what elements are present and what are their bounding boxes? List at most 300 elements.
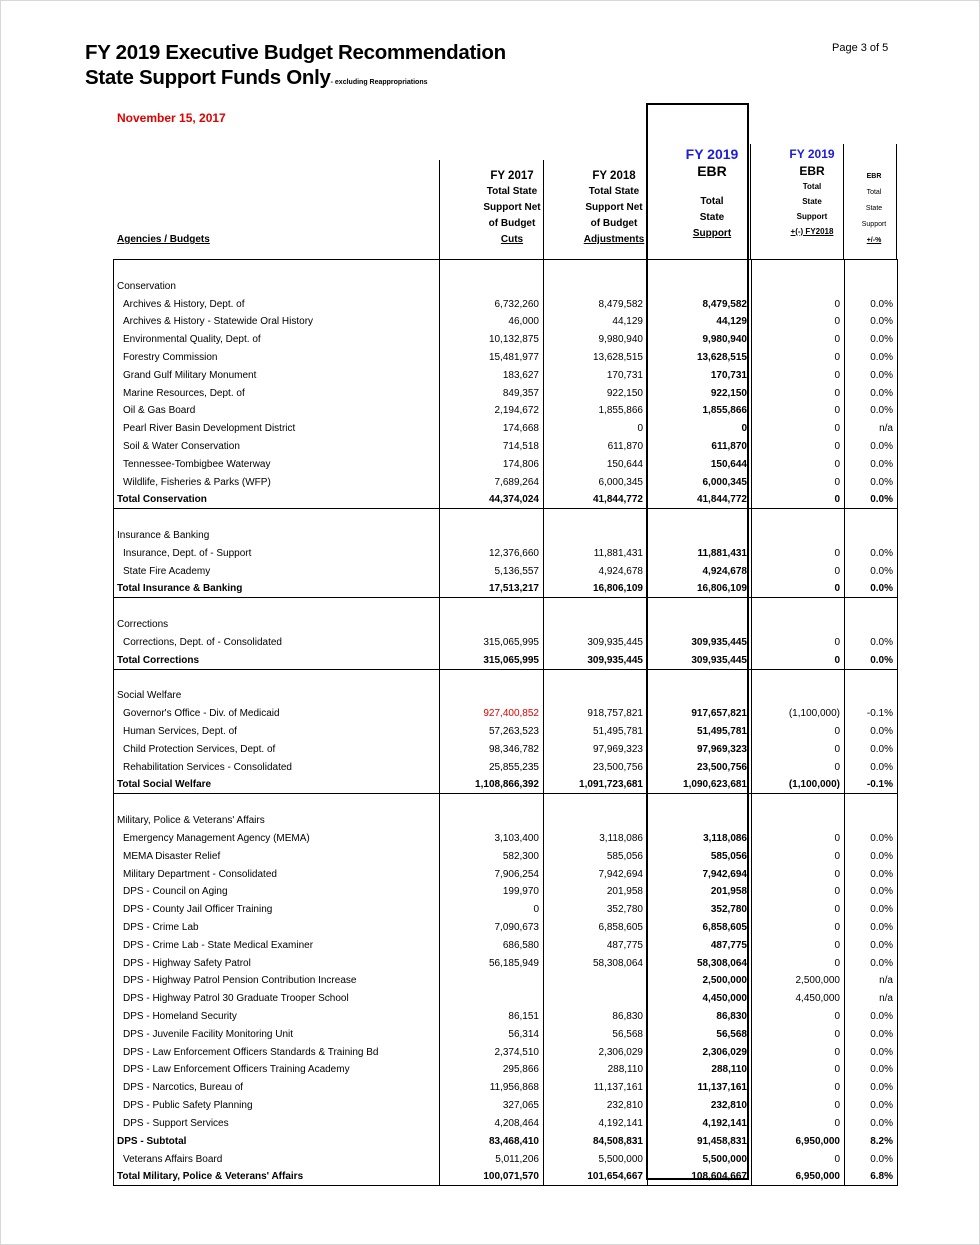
fy2019-ebr-value [648, 277, 752, 295]
fy2018-value: 611,870 [544, 438, 648, 456]
fy2018-value: 13,628,515 [544, 349, 648, 367]
fy2017-value [440, 687, 544, 705]
fy2018-value: 922,150 [544, 384, 648, 402]
header-line: FY 2019 [685, 146, 739, 162]
change-pct: 0.0% [845, 830, 898, 848]
change-pct: 0.0% [845, 580, 898, 598]
fy2019-ebr-value: 4,450,000 [648, 990, 752, 1008]
fy2018-value: 86,830 [544, 1008, 648, 1026]
budget-name: Grand Gulf Military Monument [114, 366, 440, 384]
fy2017-value: 327,065 [440, 1097, 544, 1115]
fy2017-value: 100,071,570 [440, 1168, 544, 1186]
budget-name: Marine Resources, Dept. of [114, 384, 440, 402]
total-row [114, 580, 898, 598]
fy2019-ebr-value: 4,192,141 [648, 1115, 752, 1133]
fy2017-value: 56,314 [440, 1025, 544, 1043]
fy2017-value: 315,065,995 [440, 651, 544, 669]
change-value: 0 [752, 491, 845, 509]
fy2017-value: 10,132,875 [440, 331, 544, 349]
header-divider [543, 160, 544, 259]
fy2019-ebr-value [648, 260, 752, 278]
change-pct: 0.0% [845, 438, 898, 456]
fy2019-ebr-value: 170,731 [648, 366, 752, 384]
fy2017-value [440, 509, 544, 527]
section-row [114, 277, 898, 295]
fy2017-value: 927,400,852 [440, 705, 544, 723]
fy2017-value: 25,855,235 [440, 758, 544, 776]
section-row [114, 687, 898, 705]
fy2017-value [440, 972, 544, 990]
table-row [114, 1043, 898, 1061]
fy2019-ebr-value: 352,780 [648, 901, 752, 919]
budget-name: DPS - Public Safety Planning [114, 1097, 440, 1115]
change-value: 0 [752, 402, 845, 420]
budget-name: MEMA Disaster Relief [114, 847, 440, 865]
change-pct: 0.0% [845, 865, 898, 883]
change-pct: 0.0% [845, 402, 898, 420]
table-row [114, 669, 898, 687]
report-subtitle [85, 65, 506, 95]
change-pct: 0.0% [845, 954, 898, 972]
change-value: 0 [752, 562, 845, 580]
budget-name: DPS - County Jail Officer Training [114, 901, 440, 919]
change-pct: 0.0% [845, 455, 898, 473]
budget-name: Total Social Welfare [114, 776, 440, 794]
fy2019-ebr-value: 917,657,821 [648, 705, 752, 723]
budget-name: Oil & Gas Board [114, 402, 440, 420]
table-row [114, 1150, 898, 1168]
fy2017-value: 3,103,400 [440, 830, 544, 848]
change-pct: 0.0% [845, 901, 898, 919]
change-pct: n/a [845, 420, 898, 438]
page-number: Page 3 of 5 [832, 42, 889, 54]
fy2019-ebr-value [648, 598, 752, 616]
header-line: EBR [866, 173, 882, 180]
change-value: 0 [752, 349, 845, 367]
fy2018-value: 585,056 [544, 847, 648, 865]
subtitle-text: State Support Funds Only [85, 66, 331, 89]
fy2017-value: 56,185,949 [440, 954, 544, 972]
budget-name: DPS - Crime Lab [114, 919, 440, 937]
fy2018-value: 101,654,667 [544, 1168, 648, 1186]
header-line: FY 2017 [490, 170, 534, 182]
fy2017-value: 5,136,557 [440, 562, 544, 580]
fy2019-ebr-value: 150,644 [648, 455, 752, 473]
budget-name: DPS - Juvenile Facility Monitoring Unit [114, 1025, 440, 1043]
budget-name: State Fire Academy [114, 562, 440, 580]
budget-name: Total Military, Police & Veterans' Affairs [114, 1168, 440, 1186]
change-value: 0 [752, 331, 845, 349]
fy2019-ebr-value: 487,775 [648, 936, 752, 954]
budget-name: Governor's Office - Div. of Medicaid [114, 705, 440, 723]
header-line: Cuts [500, 234, 524, 245]
fy2017-value: 7,090,673 [440, 919, 544, 937]
header-line: Total [802, 182, 822, 191]
change-value: 0 [752, 954, 845, 972]
change-pct [845, 509, 898, 527]
header-line: +(-) FY2018 [790, 227, 834, 236]
total-row [114, 651, 898, 669]
change-value [752, 527, 845, 545]
change-pct [845, 277, 898, 295]
budget-name: Total Corrections [114, 651, 440, 669]
fy2019-ebr-value: 3,118,086 [648, 830, 752, 848]
table-row [114, 883, 898, 901]
change-value: 0 [752, 1115, 845, 1133]
fy2018-value: 1,855,866 [544, 402, 648, 420]
fy2017-value [440, 990, 544, 1008]
change-value: 0 [752, 901, 845, 919]
change-value: 0 [752, 758, 845, 776]
header-line: Adjustments [583, 234, 645, 245]
fy2018-value: 309,935,445 [544, 651, 648, 669]
fy2018-value: 4,924,678 [544, 562, 648, 580]
fy2018-value: 352,780 [544, 901, 648, 919]
fy2017-value: 17,513,217 [440, 580, 544, 598]
fy2019-ebr-value: 44,129 [648, 313, 752, 331]
report-date: November 15, 2017 [117, 111, 226, 125]
change-pct: 0.0% [845, 740, 898, 758]
fy2019-ebr-value [648, 812, 752, 830]
fy2019-ebr-value: 86,830 [648, 1008, 752, 1026]
header-line: Support [692, 228, 732, 239]
change-pct: 0.0% [845, 562, 898, 580]
budget-name [114, 509, 440, 527]
fy2019-ebr-value: 4,924,678 [648, 562, 752, 580]
change-pct: 0.0% [845, 651, 898, 669]
fy2017-value: 174,806 [440, 455, 544, 473]
change-pct: 0.0% [845, 545, 898, 563]
fy2019-ebr-value: 108,604,667 [648, 1168, 752, 1186]
fy2018-value: 51,495,781 [544, 723, 648, 741]
change-pct [845, 669, 898, 687]
fy2019-ebr-value: 5,500,000 [648, 1150, 752, 1168]
fy2018-value [544, 972, 648, 990]
table-row [114, 349, 898, 367]
fy2019-ebr-value: 7,942,694 [648, 865, 752, 883]
change-value: 0 [752, 1150, 845, 1168]
total-row [114, 491, 898, 509]
budget-name: Wildlife, Fisheries & Parks (WFP) [114, 473, 440, 491]
table-row [114, 402, 898, 420]
title-block [85, 40, 506, 95]
budget-name: DPS - Highway Patrol 30 Graduate Trooper School [114, 990, 440, 1008]
fy2017-value [440, 277, 544, 295]
budget-name: Veterans Affairs Board [114, 1150, 440, 1168]
fy2017-value: 7,689,264 [440, 473, 544, 491]
table-row [114, 473, 898, 491]
fy2019-ebr-value: 309,935,445 [648, 634, 752, 652]
header-line: +/-% [866, 237, 882, 244]
total-row [114, 1132, 898, 1150]
table-row [114, 295, 898, 313]
change-value [752, 260, 845, 278]
fy2018-value: 9,980,940 [544, 331, 648, 349]
fy2018-value: 2,306,029 [544, 1043, 648, 1061]
fy2019-ebr-value [648, 509, 752, 527]
fy2017-value: 2,194,672 [440, 402, 544, 420]
change-pct: 0.0% [845, 634, 898, 652]
table-row [114, 313, 898, 331]
header-line: Support [796, 212, 828, 221]
fy2018-value [544, 990, 648, 1008]
fy2019-ebr-value [648, 669, 752, 687]
change-value: 0 [752, 545, 845, 563]
change-value: 0 [752, 1043, 845, 1061]
fy2017-value: 7,906,254 [440, 865, 544, 883]
fy2019-ebr-value: 1,855,866 [648, 402, 752, 420]
change-pct: 6.8% [845, 1168, 898, 1186]
header-line: State [802, 197, 822, 206]
change-value [752, 277, 845, 295]
budget-table-body [114, 260, 898, 1186]
budget-name: DPS - Support Services [114, 1115, 440, 1133]
change-value: 0 [752, 865, 845, 883]
budget-name: Military Department - Consolidated [114, 865, 440, 883]
fy2018-value: 0 [544, 420, 648, 438]
budget-name: DPS - Narcotics, Bureau of [114, 1079, 440, 1097]
change-value: 6,950,000 [752, 1168, 845, 1186]
change-pct [845, 794, 898, 812]
fy2017-value: 582,300 [440, 847, 544, 865]
fy2017-value [440, 598, 544, 616]
table-row [114, 990, 898, 1008]
fy2019-ebr-value: 2,500,000 [648, 972, 752, 990]
change-pct [845, 598, 898, 616]
header-line: Support Net [585, 202, 643, 213]
change-value: 0 [752, 830, 845, 848]
budget-name: DPS - Subtotal [114, 1132, 440, 1150]
change-value: 0 [752, 366, 845, 384]
change-pct: 0.0% [845, 847, 898, 865]
fy2019-ebr-value: 201,958 [648, 883, 752, 901]
change-value: 0 [752, 740, 845, 758]
budget-name: Child Protection Services, Dept. of [114, 740, 440, 758]
table-row [114, 830, 898, 848]
header-line: Total State [588, 186, 640, 197]
fy2018-value: 201,958 [544, 883, 648, 901]
fy2017-value: 1,108,866,392 [440, 776, 544, 794]
fy2019-ebr-value: 91,458,831 [648, 1132, 752, 1150]
fy2017-value: 86,151 [440, 1008, 544, 1026]
budget-name: Forestry Commission [114, 349, 440, 367]
fy2017-value: 686,580 [440, 936, 544, 954]
change-value: 0 [752, 919, 845, 937]
section-row [114, 616, 898, 634]
fy2017-value: 849,357 [440, 384, 544, 402]
budget-name: Corrections [114, 616, 440, 634]
table-row [114, 562, 898, 580]
fy2019-ebr-value: 9,980,940 [648, 331, 752, 349]
header-line: State [699, 212, 725, 223]
budget-name: DPS - Highway Safety Patrol [114, 954, 440, 972]
fy2018-value: 11,137,161 [544, 1079, 648, 1097]
change-pct: 8.2% [845, 1132, 898, 1150]
table-row [114, 740, 898, 758]
header-line: of Budget [488, 218, 536, 229]
fy2019-ebr-value [648, 616, 752, 634]
fy2018-value [544, 277, 648, 295]
change-pct: 0.0% [845, 295, 898, 313]
budget-name: Pearl River Basin Development District [114, 420, 440, 438]
change-value [752, 598, 845, 616]
header-line: FY 2018 [592, 170, 636, 182]
total-row [114, 1168, 898, 1186]
header-line: Support [861, 221, 887, 228]
change-pct [845, 812, 898, 830]
fy2019-ebr-value: 56,568 [648, 1025, 752, 1043]
fy2018-value: 288,110 [544, 1061, 648, 1079]
fy2017-value: 6,732,260 [440, 295, 544, 313]
fy2018-value [544, 812, 648, 830]
budget-name: DPS - Council on Aging [114, 883, 440, 901]
change-value: 6,950,000 [752, 1132, 845, 1150]
fy2018-value: 487,775 [544, 936, 648, 954]
change-value [752, 509, 845, 527]
table-row [114, 1115, 898, 1133]
table-row [114, 420, 898, 438]
fy2017-value [440, 812, 544, 830]
fy2019-ebr-value: 51,495,781 [648, 723, 752, 741]
fy2017-value [440, 527, 544, 545]
budget-table [113, 259, 898, 1186]
fy2018-value: 170,731 [544, 366, 648, 384]
change-pct: n/a [845, 972, 898, 990]
fy2018-value: 7,942,694 [544, 865, 648, 883]
change-value: 0 [752, 295, 845, 313]
fy2017-value: 183,627 [440, 366, 544, 384]
change-pct: 0.0% [845, 331, 898, 349]
change-pct: 0.0% [845, 919, 898, 937]
table-row [114, 598, 898, 616]
table-row [114, 1008, 898, 1026]
change-value [752, 687, 845, 705]
fy2017-value: 46,000 [440, 313, 544, 331]
budget-name [114, 260, 440, 278]
change-pct: -0.1% [845, 705, 898, 723]
change-value: (1,100,000) [752, 705, 845, 723]
fy2018-value: 97,969,323 [544, 740, 648, 758]
fy2017-value: 0 [440, 901, 544, 919]
change-value [752, 812, 845, 830]
fy2018-value: 5,500,000 [544, 1150, 648, 1168]
budget-name: Rehabilitation Services - Consolidated [114, 758, 440, 776]
table-row [114, 919, 898, 937]
header-divider [896, 144, 897, 259]
fy2019-ebr-value: 41,844,772 [648, 491, 752, 509]
table-row [114, 455, 898, 473]
change-value [752, 616, 845, 634]
header-fy2018 [564, 168, 664, 248]
change-value: 0 [752, 1097, 845, 1115]
change-value: 0 [752, 473, 845, 491]
total-row [114, 776, 898, 794]
change-pct: 0.0% [845, 473, 898, 491]
change-pct [845, 527, 898, 545]
fy2017-value [440, 616, 544, 634]
fy2017-value: 174,668 [440, 420, 544, 438]
header-line: Total [700, 196, 724, 207]
subtitle-note: - excluding Reappropriations [330, 79, 428, 86]
fy2019-ebr-value: 23,500,756 [648, 758, 752, 776]
table-row [114, 723, 898, 741]
table-row [114, 545, 898, 563]
change-value: 0 [752, 1008, 845, 1026]
fy2017-value: 4,208,464 [440, 1115, 544, 1133]
change-pct: 0.0% [845, 1115, 898, 1133]
fy2018-value: 6,858,605 [544, 919, 648, 937]
table-row [114, 865, 898, 883]
table-row [114, 1097, 898, 1115]
change-pct: 0.0% [845, 883, 898, 901]
fy2018-value [544, 794, 648, 812]
fy2018-value [544, 527, 648, 545]
change-value: 0 [752, 1061, 845, 1079]
fy2019-ebr-value: 288,110 [648, 1061, 752, 1079]
header-agencies: Agencies / Budgets [117, 234, 210, 245]
table-row [114, 509, 898, 527]
change-pct: 0.0% [845, 384, 898, 402]
change-value: 0 [752, 313, 845, 331]
change-value: 0 [752, 634, 845, 652]
fy2017-value: 315,065,995 [440, 634, 544, 652]
table-row [114, 1079, 898, 1097]
change-value [752, 794, 845, 812]
fy2018-value: 41,844,772 [544, 491, 648, 509]
budget-name: Insurance & Banking [114, 527, 440, 545]
change-pct [845, 687, 898, 705]
change-pct: 0.0% [845, 313, 898, 331]
fy2018-value [544, 669, 648, 687]
change-value: 0 [752, 420, 845, 438]
change-pct [845, 260, 898, 278]
report-title: FY 2019 Executive Budget Recommendation [85, 41, 506, 64]
fy2018-value: 918,757,821 [544, 705, 648, 723]
table-row [114, 384, 898, 402]
change-pct: 0.0% [845, 1150, 898, 1168]
change-value: 0 [752, 1079, 845, 1097]
section-row [114, 812, 898, 830]
fy2017-value: 57,263,523 [440, 723, 544, 741]
budget-name: Total Insurance & Banking [114, 580, 440, 598]
fy2019-ebr-value: 58,308,064 [648, 954, 752, 972]
section-row [114, 527, 898, 545]
fy2018-value: 6,000,345 [544, 473, 648, 491]
change-pct: 0.0% [845, 349, 898, 367]
table-row [114, 901, 898, 919]
budget-name: Social Welfare [114, 687, 440, 705]
fy2019-ebr-value: 16,806,109 [648, 580, 752, 598]
fy2019-ebr-value: 1,090,623,681 [648, 776, 752, 794]
budget-name: Human Services, Dept. of [114, 723, 440, 741]
change-value: 0 [752, 651, 845, 669]
fy2017-value: 295,866 [440, 1061, 544, 1079]
budget-name: DPS - Highway Patrol Pension Contribution Increase [114, 972, 440, 990]
table-row [114, 331, 898, 349]
fy2018-value: 84,508,831 [544, 1132, 648, 1150]
change-value: 0 [752, 384, 845, 402]
table-row [114, 1025, 898, 1043]
header-line: Total State [486, 186, 538, 197]
header-line: Support Net [483, 202, 541, 213]
fy2018-value: 11,881,431 [544, 545, 648, 563]
fy2018-value: 309,935,445 [544, 634, 648, 652]
change-value: 0 [752, 847, 845, 865]
change-pct: 0.0% [845, 1025, 898, 1043]
header-divider [843, 144, 844, 259]
fy2018-value [544, 509, 648, 527]
fy2017-value: 15,481,977 [440, 349, 544, 367]
